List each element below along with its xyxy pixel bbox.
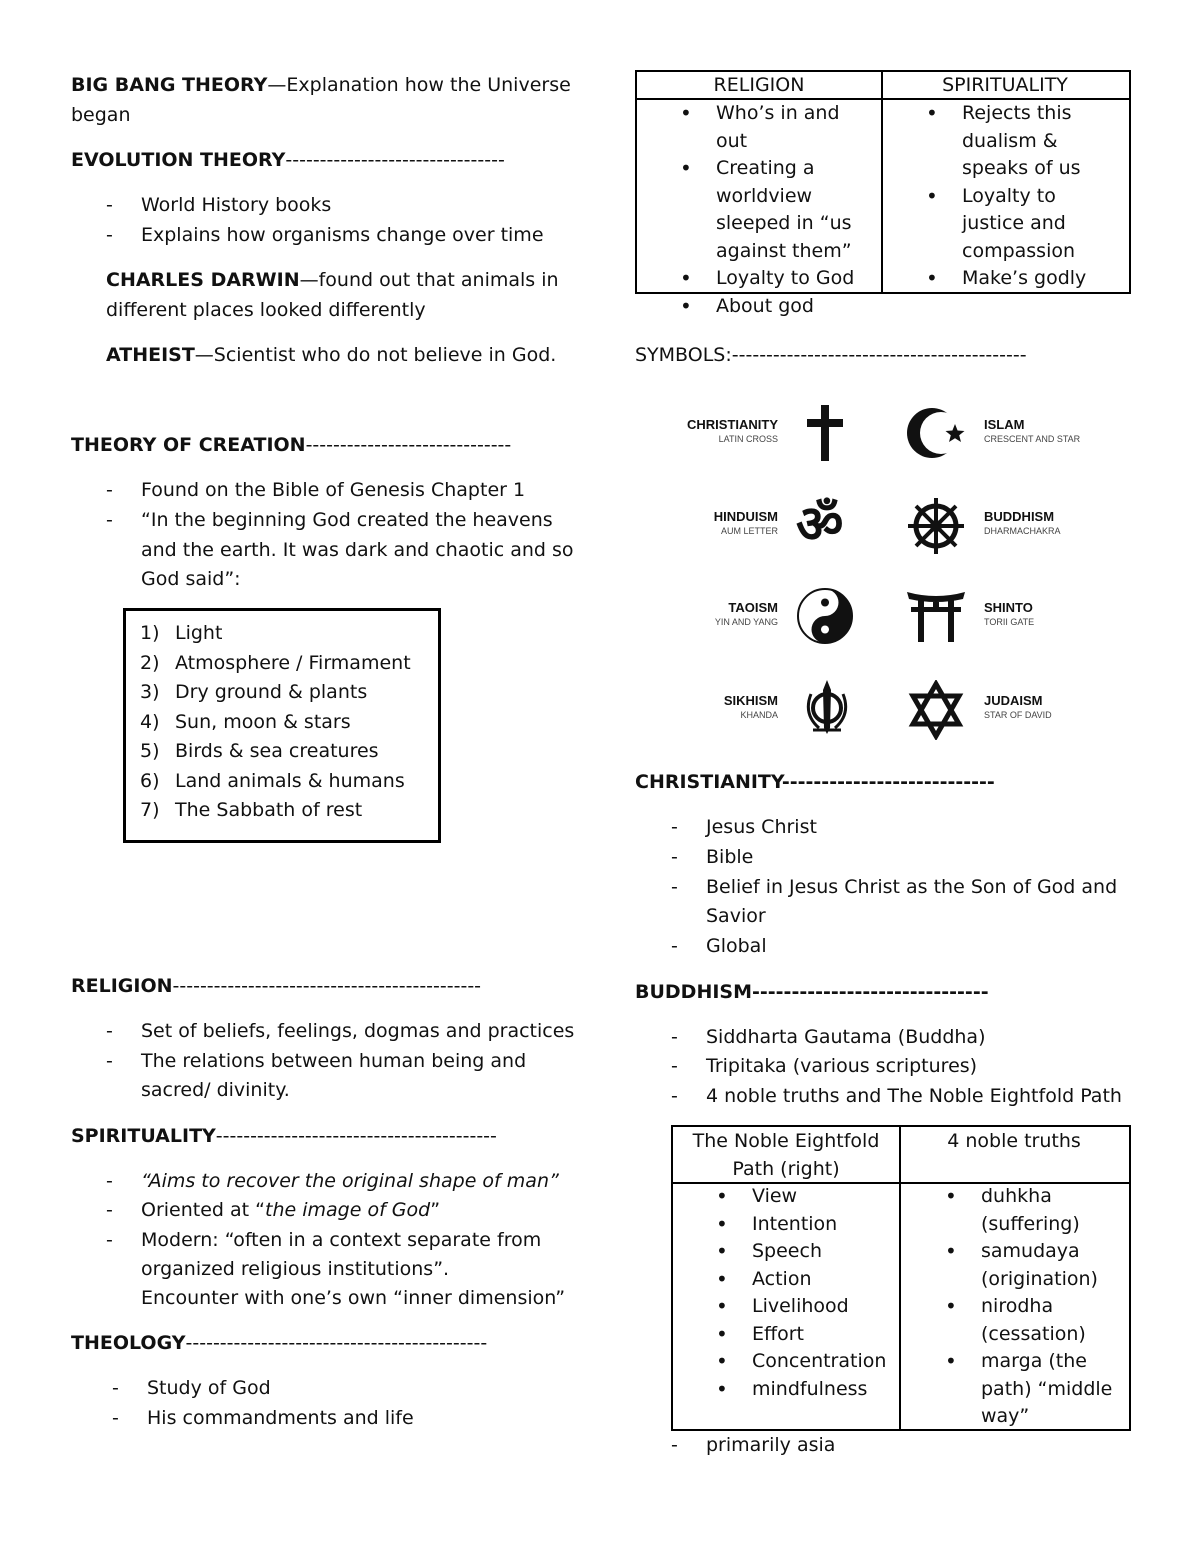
list-item: • Loyalty to God (672, 265, 872, 293)
yin-yang-icon (796, 587, 854, 645)
evolution-heading (71, 145, 505, 175)
symbol-subtitle: AUM LETTER (720, 526, 778, 536)
list-item: • Creating a worldview sleeped in “us against them” (672, 155, 872, 265)
list-item: “Aims to recover the original shape of man” (141, 1170, 559, 1192)
list-dash: - (671, 816, 678, 838)
day-label: The Sabbath of rest (175, 799, 363, 821)
religion-heading (71, 971, 481, 1001)
christianity-heading (635, 767, 995, 797)
list-item: • samudaya (origination) (937, 1238, 1125, 1293)
list-item: • Intention (708, 1211, 898, 1239)
symbol-subtitle: DHARMACHAKRA (984, 526, 1061, 536)
table-divider (899, 1125, 901, 1429)
day-number: 5) (140, 740, 160, 762)
religion-dashes: --------------------------------------------- (172, 975, 482, 997)
list-item: “In the beginning God created the heavens (141, 509, 553, 531)
list-item: • Who’s in and out (672, 100, 872, 155)
symbol-subtitle: YIN AND YANG (714, 617, 778, 627)
symbol-name: BUDDHISM (984, 509, 1055, 524)
list-item-continued: Savior (706, 905, 766, 927)
list-item: Global (706, 935, 767, 957)
list-item: • About god (672, 293, 872, 321)
list-dash: - (671, 935, 678, 957)
theology-title: THEOLOGY (71, 1332, 186, 1354)
creation-title: THEORY OF CREATION (71, 434, 306, 456)
day-number: 1) (140, 622, 160, 644)
list-dash: - (106, 1170, 113, 1192)
symbols-dashes: ------------------------------------------- (731, 344, 1027, 366)
crescent-star-icon (905, 404, 967, 462)
day-number: 6) (140, 769, 160, 792)
list-dash: - (106, 1050, 113, 1072)
list-item: • Concentration (708, 1348, 898, 1376)
evolution-dashes: -------------------------------- (285, 149, 505, 171)
table-header-spirituality: SPIRITUALITY (942, 74, 1068, 96)
day-number: 4) (140, 710, 160, 733)
day-label: Land animals & humans (175, 769, 405, 792)
symbol-name: TAOISM (728, 600, 778, 615)
day-number: 3) (140, 681, 160, 703)
christianity-dashes: --------------------------- (781, 771, 995, 793)
creation-heading (71, 430, 511, 460)
theology-heading (71, 1328, 487, 1358)
symbol-name: HINDUISM (713, 509, 778, 524)
list-item: Explains how organisms change over time (141, 224, 544, 246)
day-number: 2) (140, 651, 160, 674)
list-dash: - (671, 1434, 678, 1456)
list-dash: - (106, 1199, 113, 1221)
day-number: 7) (140, 799, 160, 821)
list-item: Siddharta Gautama (Buddha) (706, 1026, 986, 1048)
buddhism-title: BUDDHISM (635, 981, 753, 1003)
list-item: • Action (708, 1266, 898, 1294)
list-item: • Speech (708, 1238, 898, 1266)
noble-truths-list (937, 1183, 1125, 1431)
list-dash: - (106, 509, 113, 531)
religion-title: RELIGION (71, 975, 173, 997)
atheist-title: ATHEIST (106, 344, 195, 366)
list-item (141, 1195, 440, 1225)
symbol-subtitle: KHANDA (740, 710, 778, 720)
symbol-name: SIKHISM (723, 693, 778, 708)
list-dash: - (671, 846, 678, 868)
eightfold-path-cell (708, 1183, 898, 1403)
big-bang-text-2: began (71, 104, 131, 126)
symbol-name: CHRISTIANITY (687, 417, 778, 432)
list-item: • Livelihood (708, 1293, 898, 1321)
list-item: Modern: “often in a context separate from (141, 1229, 542, 1251)
spirituality-dashes: ----------------------------------------- (215, 1125, 497, 1147)
day-label: Sun, moon & stars (175, 710, 351, 733)
darwin-text: —found out that animals in (299, 269, 559, 291)
list-item: primarily asia (706, 1434, 836, 1456)
list-item: Study of God (147, 1377, 271, 1399)
darwin-text-2: different places looked differently (106, 299, 426, 321)
list-item: • mindfulness (708, 1376, 898, 1404)
symbols-heading (635, 340, 1027, 370)
theology-dashes: -------------------------------------------- (185, 1332, 488, 1354)
list-item-continued: organized religious institutions”. (141, 1258, 450, 1280)
symbol-subtitle: CRESCENT AND STAR (984, 434, 1081, 444)
list-item: His commandments and life (147, 1407, 414, 1429)
list-dash: - (106, 479, 113, 501)
darwin-heading (106, 265, 559, 295)
list-dash: - (671, 1085, 678, 1107)
list-item: Jesus Christ (706, 816, 817, 838)
item-emphasis: the image of God (265, 1199, 431, 1221)
list-item-continued: and the earth. It was dark and chaotic and so (141, 539, 574, 561)
item-text: ” (430, 1199, 441, 1221)
latin-cross-icon (803, 403, 847, 463)
big-bang-text: —Explanation how the Universe (267, 74, 571, 96)
list-item: • Rejects this dualism & speaks of us (918, 100, 1123, 183)
day-label: Atmosphere / Firmament (175, 651, 411, 674)
day-label: Light (175, 622, 223, 644)
big-bang-title: BIG BANG THEORY (71, 74, 268, 96)
list-item: Bible (706, 846, 754, 868)
list-item: Set of beliefs, feelings, dogmas and practices (141, 1020, 575, 1042)
list-item: Belief in Jesus Christ as the Son of God and (706, 876, 1118, 898)
list-item: The relations between human being and (141, 1050, 527, 1072)
list-item: Found on the Bible of Genesis Chapter 1 (141, 479, 526, 501)
list-dash: - (112, 1407, 119, 1429)
table-header-religion: RELIGION (713, 74, 805, 96)
spirituality-traits-cell (918, 100, 1123, 293)
symbol-name: ISLAM (984, 417, 1025, 432)
big-bang-heading (71, 70, 571, 100)
list-dash: - (671, 1026, 678, 1048)
day-label: Dry ground & plants (175, 681, 368, 703)
star-of-david-icon (908, 680, 964, 740)
symbols-title: SYMBOLS: (635, 344, 732, 366)
list-dash: - (106, 224, 113, 246)
buddhism-dashes: ------------------------------ (752, 981, 989, 1003)
table-divider (881, 70, 883, 292)
table-header-noble-truths: 4 noble truths (947, 1130, 1081, 1152)
symbol-subtitle: LATIN CROSS (718, 434, 778, 444)
symbol-subtitle: STAR OF DAVID (984, 710, 1052, 720)
christianity-title: CHRISTIANITY (635, 771, 782, 793)
list-item-continued: sacred/ divinity. (141, 1079, 290, 1101)
list-item: • duhkha (suffering) (937, 1183, 1125, 1238)
torii-gate-icon (905, 588, 967, 644)
list-dash: - (106, 1020, 113, 1042)
list-item: • View (708, 1183, 898, 1211)
creation-dashes: ------------------------------ (305, 434, 512, 456)
dharmachakra-icon (905, 495, 967, 557)
symbol-subtitle: TORII GATE (984, 617, 1035, 627)
day-label: Birds & sea creatures (175, 740, 379, 762)
list-dash: - (106, 194, 113, 216)
item-text: Oriented at “ (141, 1199, 265, 1221)
eightfold-path-list (708, 1183, 898, 1403)
list-item: • Effort (708, 1321, 898, 1349)
list-item: • Make’s godly (918, 265, 1123, 293)
noble-truths-cell (937, 1183, 1125, 1431)
religion-traits-cell (672, 100, 872, 320)
symbol-name: SHINTO (984, 600, 1033, 615)
atheist-heading (106, 340, 556, 370)
spirituality-heading (71, 1121, 497, 1151)
list-item: Tripitaka (various scriptures) (706, 1055, 978, 1077)
atheist-text: —Scientist who do not believe in God. (194, 344, 557, 366)
list-dash: - (671, 876, 678, 898)
list-dash: - (106, 1229, 113, 1251)
list-item: World History books (141, 194, 332, 216)
spirituality-traits-list (918, 100, 1123, 293)
buddhism-heading (635, 977, 989, 1007)
list-item: • Loyalty to justice and compassion (918, 183, 1123, 266)
khanda-icon (803, 678, 851, 740)
list-item: • marga (the path) “middle way” (937, 1348, 1125, 1431)
list-item-continued: God said”: (141, 568, 241, 590)
list-dash: - (112, 1377, 119, 1399)
list-item: • nirodha (cessation) (937, 1293, 1125, 1348)
symbol-name: JUDAISM (984, 693, 1043, 708)
religion-traits-list (672, 100, 872, 320)
evolution-title: EVOLUTION THEORY (71, 149, 286, 171)
darwin-title: CHARLES DARWIN (106, 269, 300, 291)
list-item-continued: Encounter with one’s own “inner dimension” (141, 1287, 566, 1309)
spirituality-title: SPIRITUALITY (71, 1125, 216, 1147)
table-header-eightfold-path: The Noble Eightfold Path (right) (692, 1130, 880, 1180)
list-dash: - (671, 1055, 678, 1077)
list-item: 4 noble truths and The Noble Eightfold Path (706, 1085, 1122, 1107)
aum-icon: ॐ (796, 495, 844, 555)
